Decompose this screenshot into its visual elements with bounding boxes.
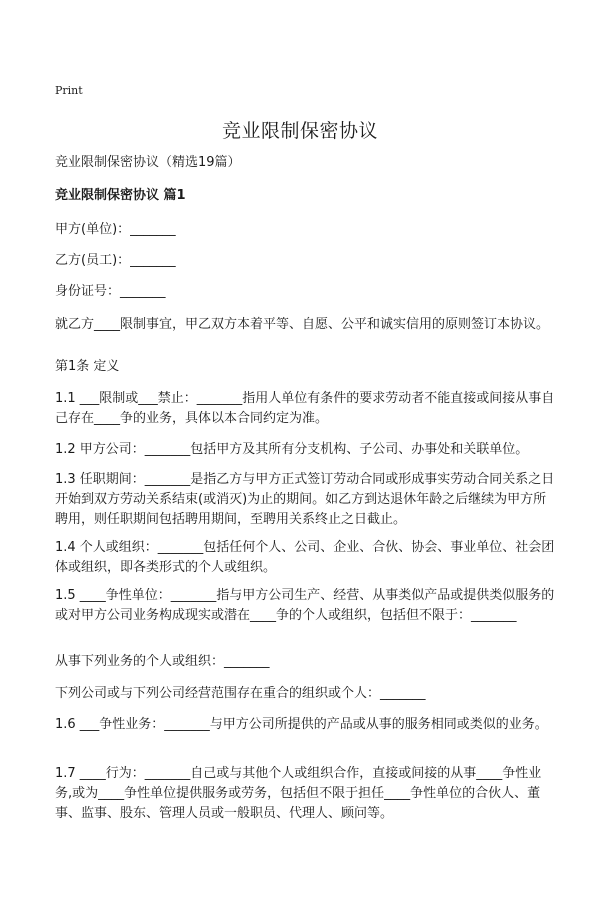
section-heading: 竞业限制保密协议 篇1 (55, 188, 186, 203)
clause-1-4: 1.4 个人或组织：_______包括任何个人、公司、企业、合伙、协会、事业单位、社会团体或组织，即各类形式的个人或组织。 (55, 540, 555, 575)
clause-1-2: 1.2 甲方公司：_______包括甲方及其所有分支机构、子公司、办事处和关联单位。 (55, 442, 529, 457)
clause-1-3: 1.3 任职期间：_______是指乙方与甲方正式签订劳动合同或形成事实劳动合同关系之日开始到双方劳动关系结束(或消灭)为止的期间。如乙方到达退休年龄之后继续为甲方所聘用，则任职期间包括聘用期间，至聘用关系终止之日截止。 (55, 472, 555, 527)
clause-1-5: 1.5 ____争性单位：_______指与甲方公司生产、经营、从事类似产品或提供类似服务的或对甲方公司业务构成现实或潜在____争的个人或组织，包括但不限于：_______ (55, 588, 555, 623)
document-title: 竞业限制保密协议 (221, 120, 378, 142)
article-1-heading: 第1条 定义 (55, 359, 120, 374)
clause-1-5-item-a: 从事下列业务的个人或组织：_______ (55, 654, 270, 669)
clause-1-7: 1.7 ____行为：_______自己或与其他个人或组织合作，直接或间接的从事____争性业务,或为____争性单位提供服务或劳务，包括但不限于担任____争性单位的合伙人、董事、监事、股东、管理人员或一般职员、代理人、顾问等。 (55, 766, 542, 821)
document-subtitle: 竞业限制保密协议（精选19篇） (55, 155, 241, 170)
id-number-field: 身份证号：_______ (55, 284, 166, 299)
clause-1-6: 1.6 ___争性业务：_______与甲方公司所提供的产品或从事的服务相同或类似的业务。 (55, 717, 548, 732)
party-a-field: 甲方(单位)：_______ (55, 222, 176, 237)
intro-paragraph: 就乙方____限制事宜，甲乙双方本着平等、自愿、公平和诚实信用的原则签订本协议。 (55, 317, 550, 332)
print-label: Print (55, 84, 83, 97)
clause-1-1: 1.1 ___限制或___禁止：_______指用人单位有条件的要求劳动者不能直接或间接从事自己存在____争的业务，具体以本合同约定为准。 (55, 391, 555, 426)
party-b-field: 乙方(员工)：_______ (55, 253, 176, 268)
clause-1-5-item-b: 下列公司或与下列公司经营范围存在重合的组织或个人：_______ (55, 686, 426, 701)
